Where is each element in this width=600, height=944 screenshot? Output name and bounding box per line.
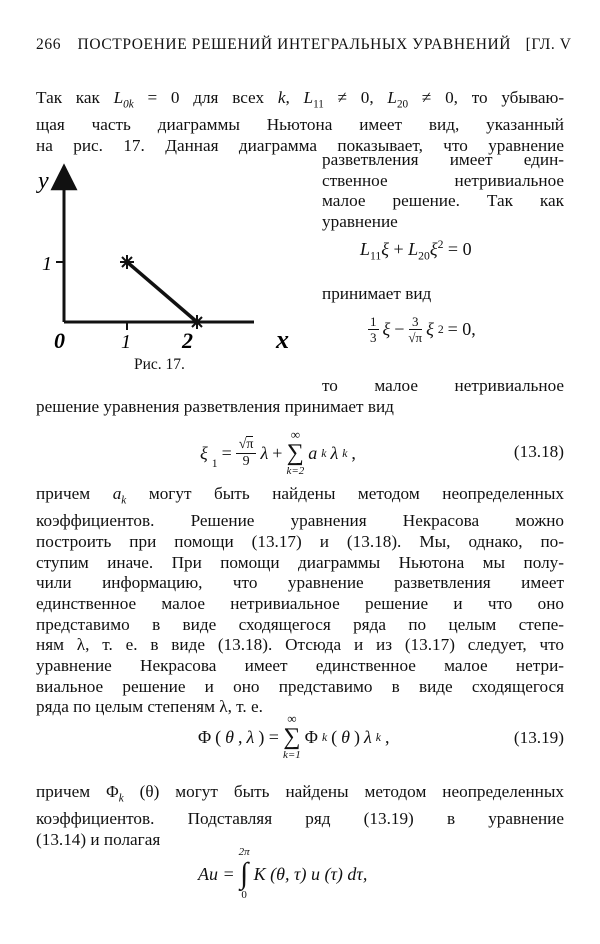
point-2-0 [190, 315, 204, 329]
text-line: коэффициентов. Подставляя ряд (13.19) в уравнение [36, 809, 564, 829]
text-line: коэффициентов. Решение уравнения Некрасова можно [36, 511, 564, 531]
text-line: разветвления имеет един- [322, 150, 564, 169]
text-line: то малое нетривиальное [322, 376, 564, 395]
text-line: чили информацию, что уравнение разветвления имеет [36, 573, 564, 593]
paragraph-1 [36, 88, 564, 157]
point-1-1 [120, 255, 134, 269]
text-line: принимает вид [322, 284, 432, 303]
paragraph-3 [36, 782, 564, 851]
text-line: ступим иначе. При помощи диаграммы Ньютона мы полу- [36, 552, 564, 572]
text-line: ряда по целым степеням λ, т. е. [36, 697, 263, 717]
text-line: щая часть диаграммы Ньютона имеет вид, указанный [36, 115, 564, 135]
running-title: ПОСТРОЕНИЕ РЕШЕНИЙ ИНТЕГРАЛЬНЫХ УРАВНЕНИЙ [77, 36, 512, 53]
text-line: малое решение. Так как [322, 191, 564, 211]
equation-number-13-19: (13.19) [513, 728, 564, 747]
text-line: ственное нетривиальное [322, 170, 564, 190]
origin-label: 0 [54, 328, 65, 353]
equation-13-18: ξ $_1$ = $\frac{√\pi}{9}$ λ + ∞ ∑ k=2 a k λ k , [200, 427, 356, 477]
equation-reduced: 1 3 ξ − $\frac{3}{√\pi}$ ξ 2 = 0, [370, 314, 476, 345]
paragraph-1-tail [36, 397, 564, 418]
x-tick-label-1: 1 [121, 331, 131, 353]
text-line: Так как $L_{0k} = 0$ для всех k, $L_{11} \ne 0$, $L_{20} \ne 0$, то убываю- [36, 88, 565, 111]
text-line: решение уравнения разветвления принимает вид [36, 397, 394, 416]
text-line: построить при помощи (13.17) и (13.18). Мы, однако, по- [36, 531, 564, 551]
x-tick-label-2: 2 [182, 328, 193, 353]
figure-caption: Рис. 17. [134, 356, 185, 373]
text-line: виальное решение и оно представимо в виде сходящегося [36, 676, 564, 696]
text-line: уравнение [322, 212, 398, 232]
equation-13-19: Φ ( θ , λ ) = ∞ ∑ k=1 Φ k ( θ ) λ k , [198, 711, 390, 761]
chapter-label: [ГЛ. V [525, 36, 572, 53]
text-line: (13.14) и полагая [36, 829, 161, 849]
paragraph-2 [36, 484, 564, 718]
text-line: причем $a_k$ могут быть найдены методом неопределенных [36, 484, 564, 507]
text-line: уравнение Некрасова имеет единственное малое нетри- [36, 656, 564, 676]
y-axis-label: y [38, 168, 49, 194]
y-tick-label-1: 1 [42, 253, 52, 275]
equation-branching: $L_{11}\xi + L_{20}\xi^2 = 0$ [360, 238, 472, 263]
x-axis-label: x [276, 325, 289, 354]
side-text-2 [322, 284, 564, 305]
newton-segment [127, 262, 197, 322]
equation-number-13-18: (13.18) [513, 442, 564, 461]
text-line: единственное малое нетривиальное решение и что оно [36, 593, 564, 613]
page-header [36, 36, 572, 54]
page-number: 266 [36, 36, 62, 53]
text-line: на рис. 17. Данная диаграмма показывает, что уравнение [36, 135, 564, 155]
text-line: ням λ, т. е. в виде (13.18). Отсюда и из (13.17) следует, что [36, 635, 564, 655]
equation-operator-A: Au = 2π ∫ 0 K (θ, τ) u (τ) dτ, [198, 846, 368, 901]
text-line: причем $\Phi_k$ (θ) могут быть найдены методом неопределенных [36, 782, 565, 805]
side-text [322, 150, 564, 233]
newton-diagram-figure [36, 160, 298, 360]
text-line: представимо в виде сходящегося ряда по целым степе- [36, 614, 564, 634]
side-text-3 [322, 376, 564, 397]
